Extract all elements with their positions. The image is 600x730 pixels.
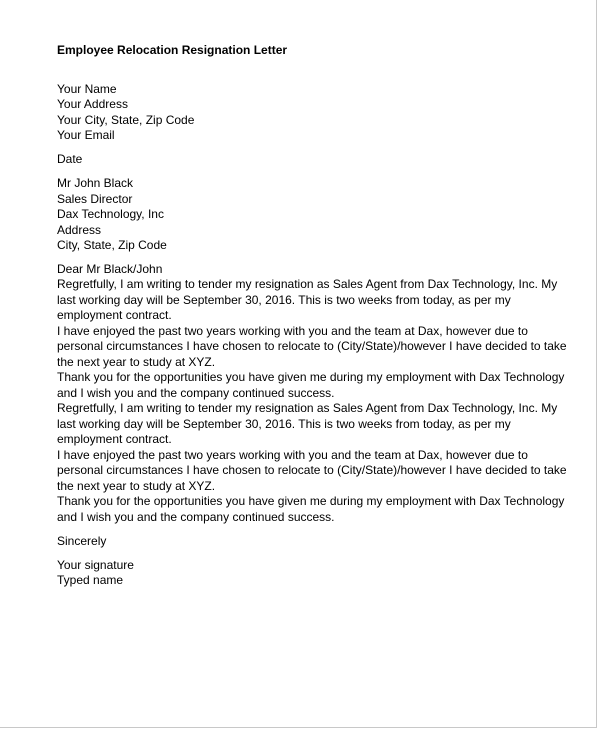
letter-date: Date [57,151,83,166]
salutation: Dear Mr Black/John [57,261,163,276]
recipient-title: Sales Director [57,191,133,206]
paragraph-line: the next year to study at XYZ. [57,478,216,493]
body-paragraph [57,401,557,448]
recipient-city-state-zip: City, State, Zip Code [57,238,167,252]
paragraph-line: last working day will be September 30, 2016. This is two weeks from today, as per my [57,292,511,307]
paragraph-line: I have enjoyed the past two years working with you and the team at Dax, however due to [57,447,528,462]
body-paragraph [57,323,567,371]
body-paragraph [57,447,567,495]
signature-line: Your signature [57,557,134,572]
document-title: Employee Relocation Resignation Letter [57,43,288,57]
letter-content [57,43,567,589]
paragraph-line: employment contract. [57,308,172,322]
paragraph-line: Regretfully, I am writing to tender my resignation as Sales Agent from Dax Technology, Inc. My [57,277,558,291]
paragraph-line: I have enjoyed the past two years working with you and the team at Dax, however due to [57,323,528,338]
sender-email: Your Email [57,128,115,142]
closing: Sincerely [57,534,107,548]
sender-name: Your Name [57,81,117,96]
body-paragraph [57,370,565,401]
paragraph-line: Thank you for the opportunities you have given me during my employment with Dax Technology [57,494,565,508]
paragraph-line: and I wish you and the company continued success. [57,385,335,400]
paragraph-line: the next year to study at XYZ. [57,354,216,369]
signature-block [57,558,557,589]
paragraph-line: Thank you for the opportunities you have given me during my employment with Dax Technology [57,370,565,384]
paragraph-line: Regretfully, I am writing to tender my resignation as Sales Agent from Dax Technology, Inc. My [57,401,558,415]
body-paragraph [57,277,557,324]
paragraph-line: and I wish you and the company continued success. [57,509,335,524]
recipient-block [57,176,557,254]
salutation-block [57,262,557,278]
sender-address: Your Address [57,97,128,111]
date-block [57,152,557,168]
typed-name: Typed name [57,573,124,587]
sender-block [57,82,557,144]
paragraph-line: employment contract. [57,432,172,446]
paragraph-line: last working day will be September 30, 2016. This is two weeks from today, as per my [57,416,511,431]
recipient-address: Address [57,222,102,237]
body-paragraph [57,494,565,525]
sender-city-state-zip: Your City, State, Zip Code [57,112,195,127]
recipient-company: Dax Technology, Inc [57,207,164,221]
closing-block [57,534,557,550]
paragraph-line: personal circumstances I have chosen to relocate to (City/State)/however I have decided to take [57,339,567,353]
paragraph-line: personal circumstances I have chosen to relocate to (City/State)/however I have decided to take [57,463,567,477]
recipient-name: Mr John Black [57,176,134,190]
